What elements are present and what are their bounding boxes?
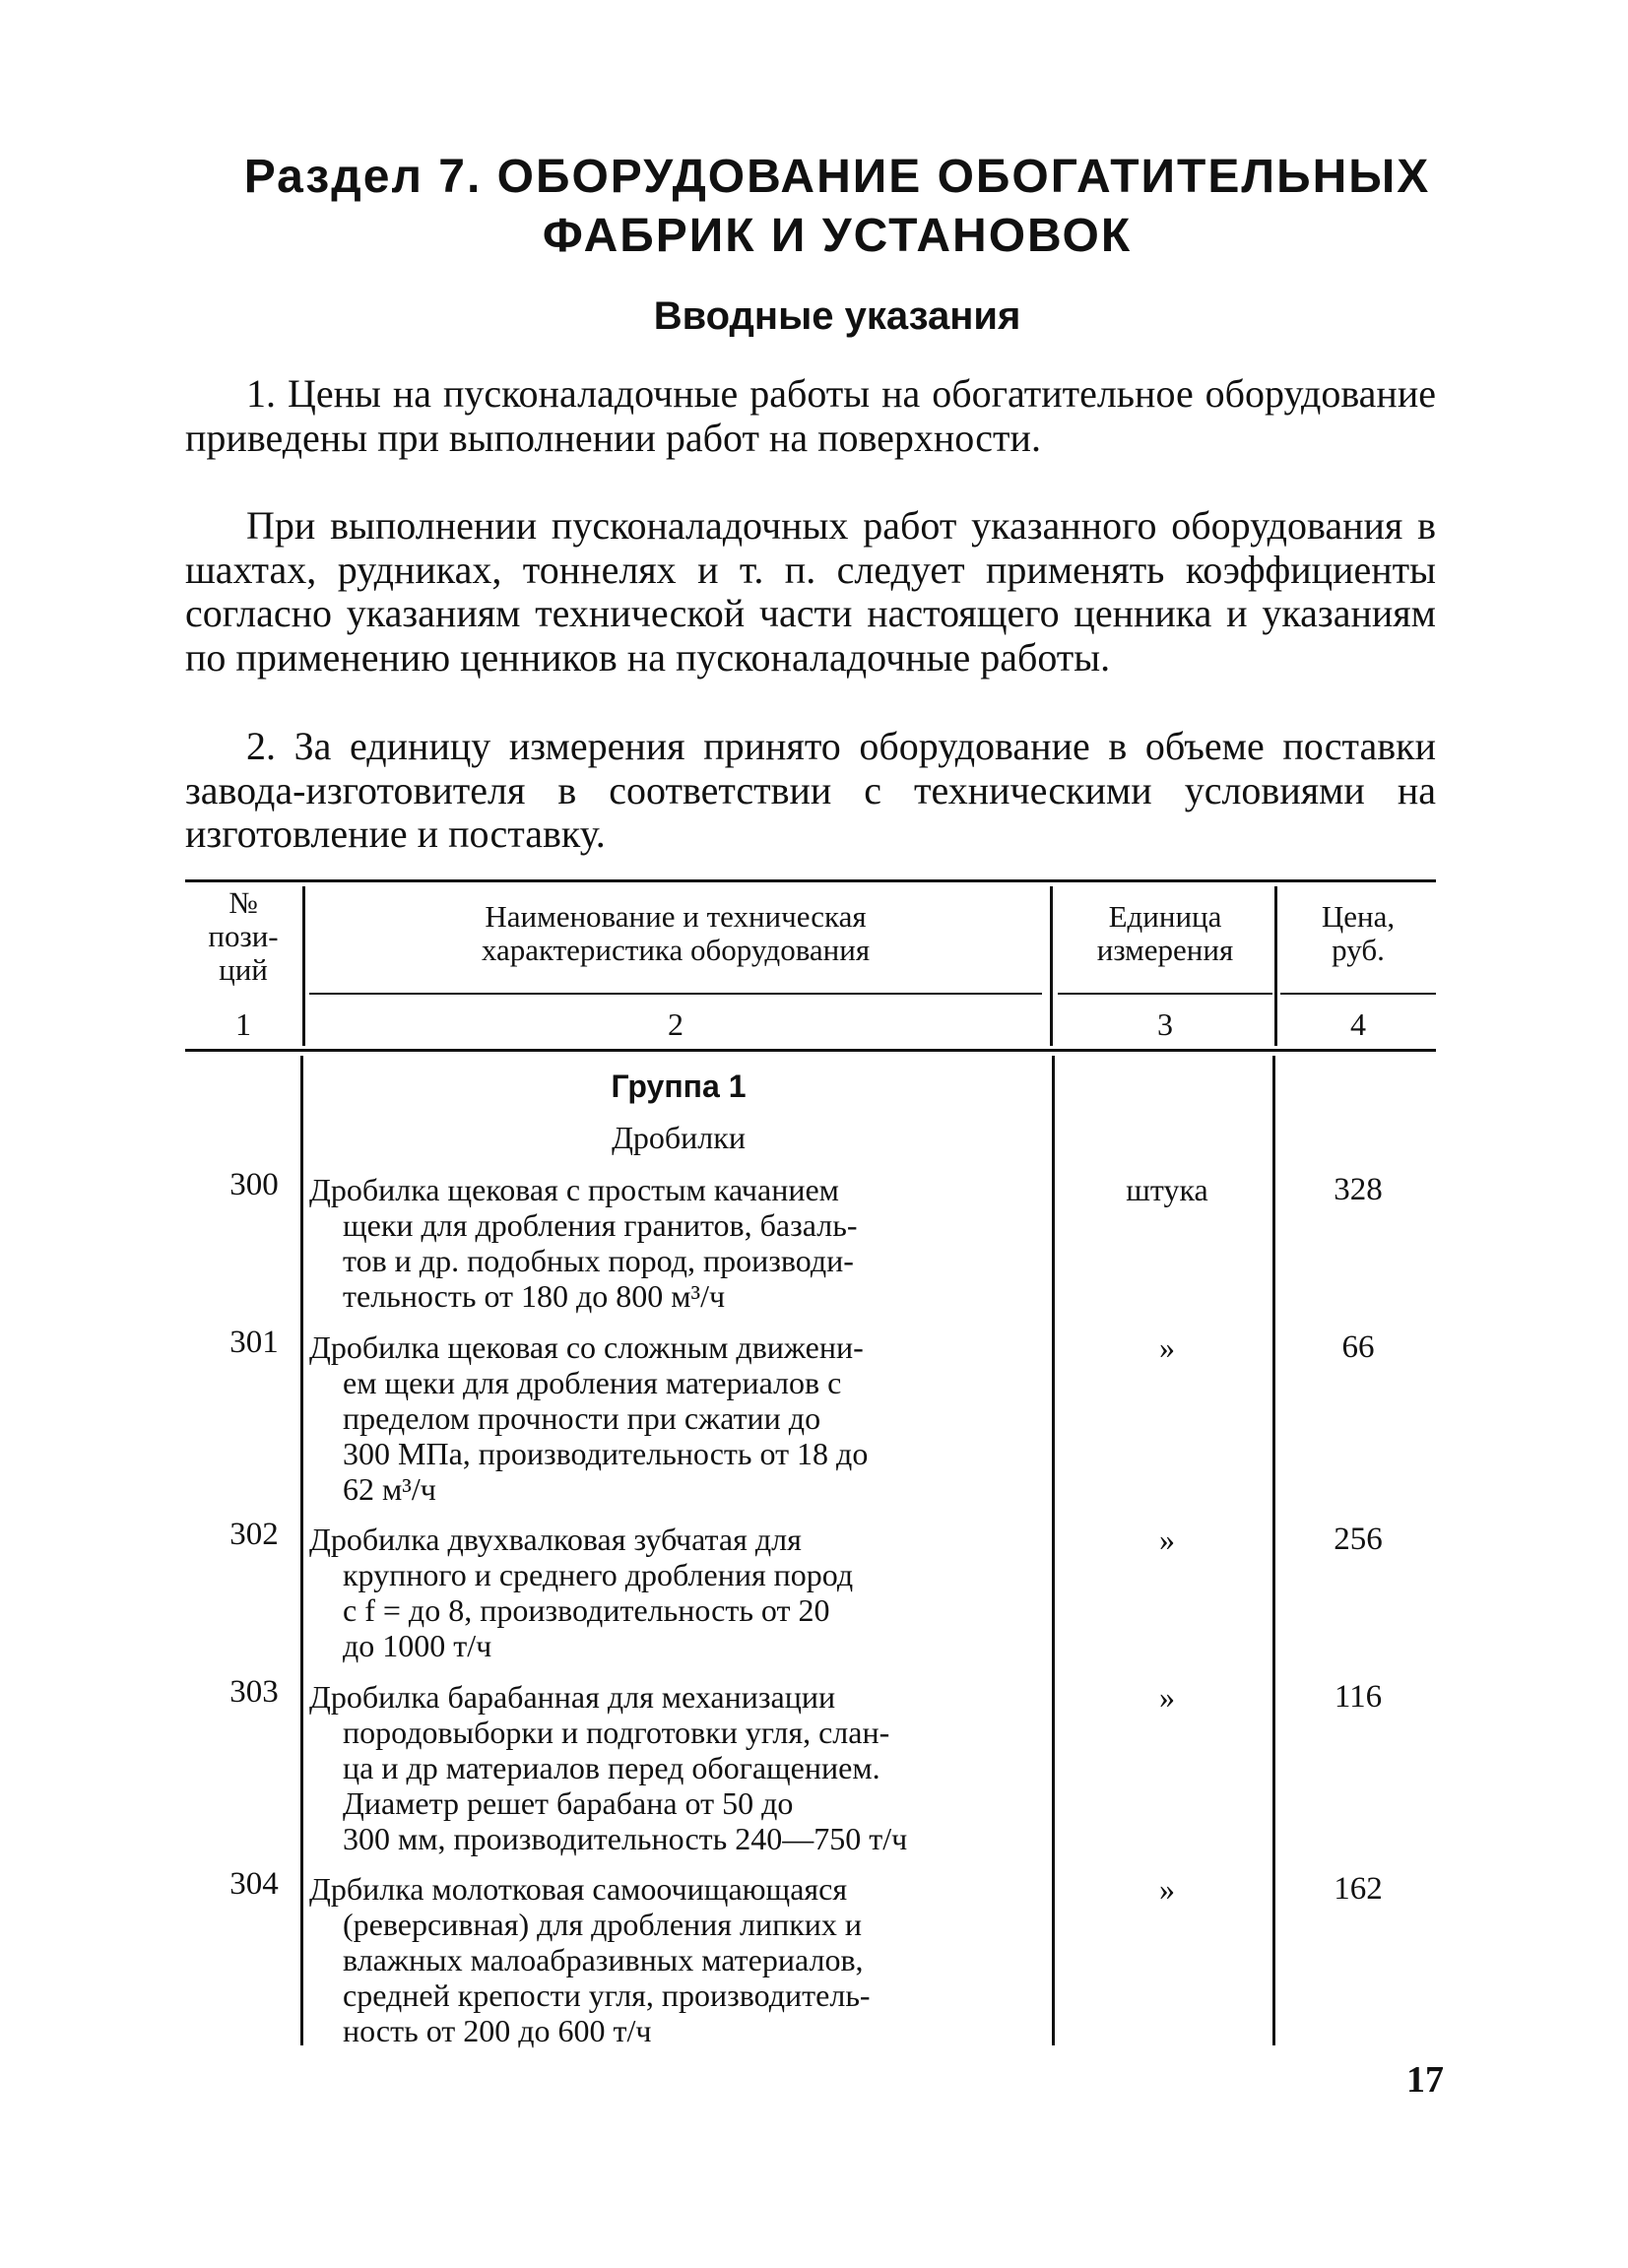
header-name: Наименование и техническая характеристика оборудования: [481, 899, 871, 967]
column-number-4: 4: [1350, 1006, 1366, 1042]
row-301-description: Дробилка щековая со сложным движени- ем щеки для дробления материалов с пределом прочности при сжатии до 300 МПа, производительность от 18 до 62 м³/ч: [309, 1329, 869, 1507]
page-number: 17: [1406, 2059, 1444, 2101]
row-300-description: Дробилка щековая с простым качанием щеки для дробления гранитов, базаль- тов и др. подобных пород, производи- тельность от 180 до 800 м³/ч: [309, 1172, 858, 1314]
row-301-price: 66: [1341, 1329, 1375, 1365]
row-301-unit: »: [1159, 1329, 1175, 1365]
row-300-unit: штука: [1126, 1172, 1208, 1207]
row-302-description: Дробилка двухвалковая зубчатая для крупного и среднего дробления пород с f = до 8, производительность от 20 до 1000 т/ч: [309, 1522, 854, 1663]
header-vertical-rule-3: [1274, 886, 1277, 1046]
column-number-3: 3: [1157, 1006, 1173, 1042]
intro-paragraph-1: 1. Цены на пусконаладочные работы на обогатительное оборудование приведены при выполнении работ на поверхности.: [185, 371, 1436, 460]
row-304-unit: »: [1159, 1871, 1175, 1907]
intro-paragraph-3: 2. За единицу измерения принято оборудование в объеме поставки завода-изготовителя в соответствии с техническими условиями на изготовление и поставку.: [185, 724, 1436, 856]
header-vertical-rule-1: [302, 886, 305, 1046]
header-position: № пози- ций: [208, 885, 279, 987]
row-304-position: 304: [229, 1866, 279, 1902]
table-header-bottom-rule: [185, 1049, 1436, 1052]
header-divider-col4: [1280, 993, 1436, 995]
row-302-unit: »: [1159, 1522, 1175, 1557]
body-vertical-rule-2: [1052, 1056, 1055, 2045]
intro-paragraph-2: При выполнении пусконаладочных работ указанного оборудования в шахтах, рудниках, тоннелях и т. п. следует применять коэффициенты согласно указаниям технической части настоящего ценника и указаниям по применению ценников на пусконаладочные работы.: [185, 503, 1436, 680]
column-number-2: 2: [668, 1006, 684, 1042]
column-number-1: 1: [235, 1006, 251, 1042]
header-divider-col2: [309, 993, 1042, 995]
header-price: Цена, руб.: [1321, 899, 1396, 967]
row-300-price: 328: [1334, 1172, 1383, 1207]
row-303-position: 303: [229, 1674, 279, 1710]
row-303-price: 116: [1334, 1679, 1383, 1715]
table-top-rule: [185, 879, 1436, 882]
group-label: Группа 1: [611, 1069, 747, 1104]
row-302-price: 256: [1334, 1522, 1383, 1557]
intro-heading: Вводные указания: [653, 294, 1021, 338]
header-vertical-rule-2: [1050, 886, 1053, 1046]
row-303-description: Дробилка барабанная для механизации породовыборки и подготовки угля, слан- ца и др материалов перед обогащением. Диаметр решет барабана от 50 до 300 мм, производительность 240—750 т/ч: [309, 1679, 908, 1856]
header-unit: Единица измерения: [1096, 899, 1234, 967]
row-301-position: 301: [229, 1325, 279, 1360]
row-303-unit: »: [1159, 1679, 1175, 1715]
row-300-position: 300: [229, 1167, 279, 1202]
row-304-description: Дрбилка молотковая самоочищающаяся (реверсивная) для дробления липких и влажных малоабразивных материалов, средней крепости угля, производитель- ность от 200 до 600 т/ч: [309, 1871, 871, 2048]
section-title-line-2: ФАБРИК И УСТАНОВОК: [542, 210, 1133, 262]
section-title-line-1: Раздел 7. ОБОРУДОВАНИЕ ОБОГАТИТЕЛЬНЫХ: [243, 151, 1431, 203]
row-304-price: 162: [1334, 1871, 1383, 1907]
group-name: Дробилки: [612, 1120, 746, 1155]
header-divider-col3: [1058, 993, 1272, 995]
row-302-position: 302: [229, 1517, 279, 1552]
